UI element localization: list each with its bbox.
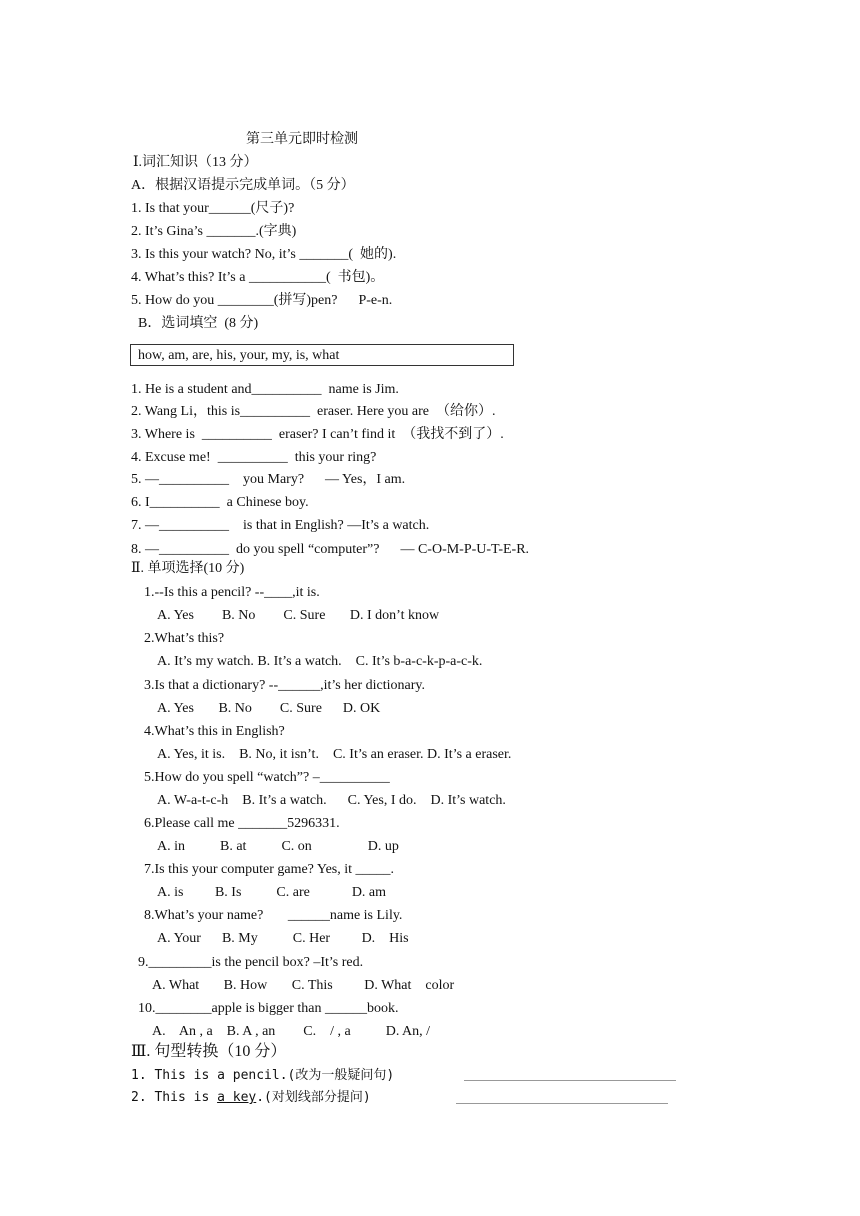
partB-item-8: 8. —__________ do you spell “computer”? — C-O-M-P-U-T-E-R. [131,542,530,557]
mc-options-2: A. It’s my watch. B. It’s a watch. C. It’s b-a-c-k-p-a-c-k. [157,654,483,669]
mc-question-2: 2.What’s this? [144,631,225,646]
partB-item-2: 2. Wang Li，this is__________ eraser. Here you are （给你）. [131,404,496,419]
section2-heading: Ⅱ. 单项选择(10 分) [131,561,245,576]
word-box-text: how, am, are, his, your, my, is, what [138,348,340,363]
transform-item-1-note: (改为一般疑问句) [287,1068,395,1083]
mc-question-7: 7.Is this your computer game? Yes, it _____. [144,862,395,877]
mc-options-9: A. What B. How C. This D. What color [152,978,455,993]
partA-item-4: 4. What’s this? It’s a ___________( 书包)。 [131,270,385,285]
mc-options-7: A. is B. Is C. are D. am [157,885,387,900]
mc-options-5: A. W-a-t-c-h B. It’s a watch. C. Yes, I do. D. It’s watch. [157,793,506,808]
partB-item-1: 1. He is a student and__________ name is Jim. [131,382,399,397]
mc-question-8: 8.What’s your name? ______name is Lily. [144,908,403,923]
partA-item-5: 5. How do you ________(拼写)pen? P-e-n. [131,293,393,308]
partB-heading: B．选词填空 (8 分) [138,316,259,331]
partA-item-2: 2. It’s Gina’s _______.(字典) [131,224,297,239]
partB-item-7: 7. —__________ is that in English? —It’s a watch. [131,518,430,533]
mc-options-10: A. An , a B. A , an C. / , a D. An, / [152,1024,431,1039]
mc-options-1: A. Yes B. No C. Sure D. I don’t know [157,608,440,623]
mc-question-9: 9._________is the pencil box? –It’s red. [138,955,364,970]
transform-item-1 [131,1067,394,1085]
partA-item-3: 3. Is this your watch? No, it’s _______( 她的). [131,247,397,262]
mc-question-10: 10.________apple is bigger than ______book. [138,1001,399,1016]
mc-options-3: A. Yes B. No C. Sure D. OK [157,701,381,716]
partA-heading: A．根据汉语提示完成单词。（5 分） [131,178,355,193]
partB-item-4: 4. Excuse me! __________ this your ring? [131,450,377,465]
mc-question-5: 5.How do you spell “watch”? –__________ [144,770,390,785]
answer-line-2[interactable] [456,1103,668,1104]
mc-question-1: 1.--Is this a pencil? --____,it is. [144,585,320,600]
partB-item-3: 3. Where is __________ eraser? I can’t find it （我找不到了）. [131,427,504,442]
transform-item-2-pre: 2. This is [131,1090,218,1105]
answer-line-1[interactable] [464,1080,676,1081]
section1-heading: Ⅰ.词汇知识（13 分） [133,155,258,170]
mc-options-4: A. Yes, it is. B. No, it isn’t. C. It’s an eraser. D. It’s a eraser. [157,747,512,762]
transform-item-2-note: .(对划线部分提问) [256,1090,371,1105]
transform-item-2 [131,1089,371,1107]
section3-heading: Ⅲ. 句型转换（10 分） [131,1043,287,1060]
partB-item-6: 6. I__________ a Chinese boy. [131,495,309,510]
mc-options-6: A. in B. at C. on D. up [157,839,399,854]
page-title: 第三单元即时检测 [246,132,358,147]
word-box [130,344,514,366]
mc-question-3: 3.Is that a dictionary? --______,it’s her dictionary. [144,678,425,693]
mc-question-6: 6.Please call me _______5296331. [144,816,340,831]
transform-item-1-pre: 1. This is a pencil. [131,1068,288,1083]
partB-item-5: 5. —__________ you Mary? — Yes，I am. [131,472,406,487]
partA-item-1: 1. Is that your______(尺子)? [131,201,295,216]
underlined-phrase: a key [217,1090,257,1105]
mc-options-8: A. Your B. My C. Her D. His [157,931,409,946]
mc-question-4: 4.What’s this in English? [144,724,285,739]
